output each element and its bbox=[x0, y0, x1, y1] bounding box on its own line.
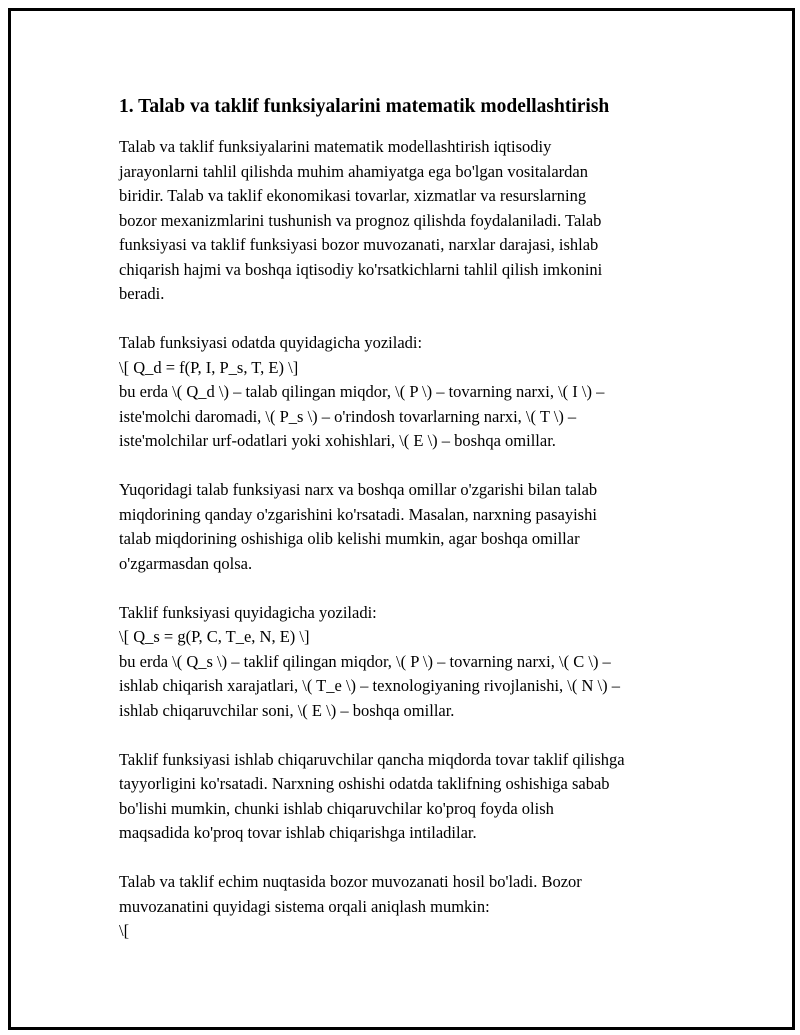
paragraph-intro bbox=[119, 135, 709, 307]
paragraph-equilibrium bbox=[119, 870, 709, 944]
text-line: miqdorining qanday o'zgarishini ko'rsatadi. Masalan, narxning pasayishi bbox=[119, 504, 597, 524]
section-title: 1. Talab va taklif funksiyalarini matematik modellashtirish bbox=[119, 96, 610, 117]
text-line: bu erda \( Q_d \) – talab qilingan miqdor, \( P \) – tovarning narxi, \( I \) – bbox=[119, 382, 605, 401]
text-line: ishlab chiqarish xarajatlari, \( T_e \) – texnologiyaning rivojlanishi, \( N \) – bbox=[119, 676, 620, 695]
paragraph-demand-explanation bbox=[119, 478, 709, 576]
text-line: bo'lishi mumkin, chunki ishlab chiqaruvchilar ko'proq foyda olish bbox=[119, 798, 554, 818]
text-line: jarayonlarni tahlil qilishda muhim ahamiyatga ega bo'lgan vositalardan bbox=[119, 161, 588, 181]
text-line: iste'molchi daromadi, \( P_s \) – o'rindosh tovarlarning narxi, \( T \) – bbox=[119, 406, 577, 426]
paragraph-demand-function bbox=[119, 331, 709, 454]
text-line: muvozanatini quyidagi sistema orqali aniqlash mumkin: bbox=[119, 896, 490, 916]
supply-formula: \[ Q_s = g(P, C, T_e, N, E) \] bbox=[119, 627, 310, 646]
text-line: biridir. Talab va taklif ekonomikasi tovarlar, xizmatlar va resurslarning bbox=[119, 186, 587, 205]
text-line: beradi. bbox=[119, 284, 165, 303]
text-line: o'zgarmasdan qolsa. bbox=[119, 553, 253, 573]
text-line: Yuqoridagi talab funksiyasi narx va boshqa omillar o'zgarishi bilan talab bbox=[119, 480, 598, 499]
text-line: ishlab chiqaruvchilar soni, \( E \) – boshqa omillar. bbox=[119, 700, 455, 720]
document-content bbox=[119, 95, 709, 968]
text-line: bu erda \( Q_s \) – taklif qilingan miqdor, \( P \) – tovarning narxi, \( C \) – bbox=[119, 651, 611, 671]
text-line: iste'molchilar urf-odatlari yoki xohishlari, \( E \) – boshqa omillar. bbox=[119, 431, 556, 450]
text-line: Talab funksiyasi odatda quyidagicha yoziladi: bbox=[119, 333, 423, 352]
text-line: bozor mexanizmlarini tushunish va prognoz qilishda foydalaniladi. Talab bbox=[119, 210, 602, 230]
text-line: talab miqdorining oshishiga olib kelishi mumkin, agar boshqa omillar bbox=[119, 529, 580, 548]
paragraph-supply-function bbox=[119, 601, 709, 724]
text-line: chiqarish hajmi va boshqa iqtisodiy ko'rsatkichlarni tahlil qilish imkonini bbox=[119, 259, 603, 279]
page-frame bbox=[8, 8, 795, 1030]
text-line: Talab va taklif echim nuqtasida bozor muvozanati hosil bo'ladi. Bozor bbox=[119, 872, 582, 891]
demand-formula: \[ Q_d = f(P, I, P_s, T, E) \] bbox=[119, 357, 299, 377]
paragraph-supply-explanation bbox=[119, 748, 709, 846]
text-line: Taklif funksiyasi ishlab chiqaruvchilar qancha miqdorda tovar taklif qilishga bbox=[119, 749, 625, 769]
text-line: tayyorligini ko'rsatadi. Narxning oshishi odatda taklifning oshishiga sabab bbox=[119, 774, 610, 793]
text-line: Talab va taklif funksiyalarini matematik modellashtirish iqtisodiy bbox=[119, 137, 552, 156]
formula-start: \[ bbox=[119, 921, 130, 940]
text-line: maqsadida ko'proq tovar ishlab chiqarishga intiladilar. bbox=[119, 823, 477, 842]
text-line: Taklif funksiyasi quyidagicha yoziladi: bbox=[119, 602, 377, 622]
text-line: funksiyasi va taklif funksiyasi bozor muvozanati, narxlar darajasi, ishlab bbox=[119, 235, 599, 254]
